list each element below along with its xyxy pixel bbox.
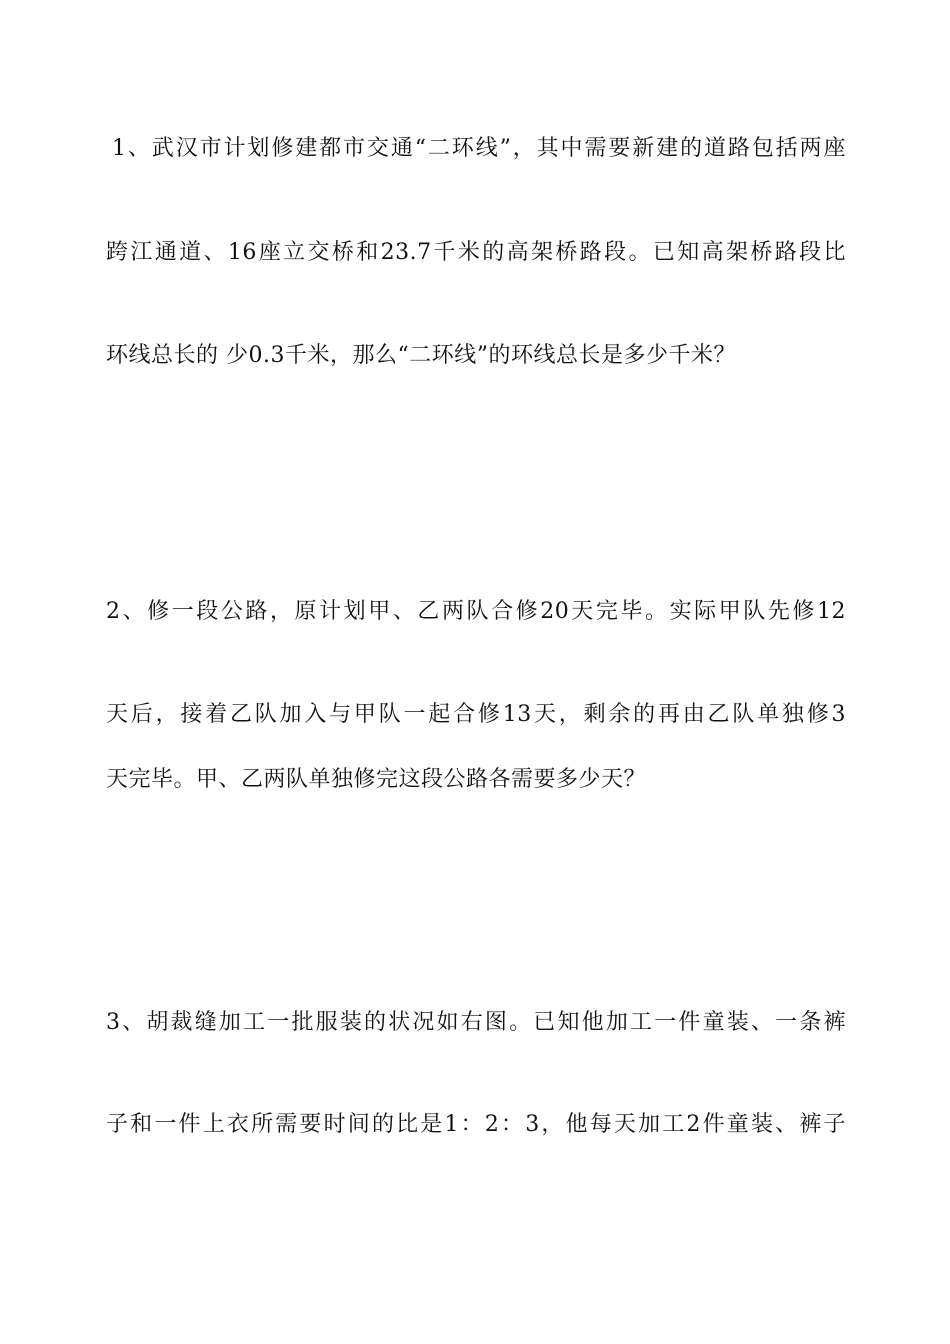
question-3-line-2: 子和一件上衣所需要时间的比是1：2：3，他每天加工2件童装、裤子: [106, 1112, 846, 1137]
question-3-line-1: 3、胡裁缝加工一批服装的状况如右图。已知他加工一件童装、一条裤: [106, 1010, 846, 1035]
question-1-line-1: 1、武汉市计划修建都市交通“二环线”，其中需要新建的道路包括两座: [112, 136, 846, 161]
question-2-line-1: 2、修一段公路，原计划甲、乙两队合修20天完毕。实际甲队先修12: [106, 599, 846, 624]
question-1-line-2: 跨江通道、16座立交桥和23.7千米的高架桥路段。已知高架桥路段比: [106, 240, 846, 265]
question-2-line-3: 天完毕。甲、乙两队单独修完这段公路各需要多少天？: [106, 767, 647, 792]
question-2-line-2: 天后，接着乙队加入与甲队一起合修13天，剩余的再由乙队单独修3: [106, 702, 846, 727]
question-1-line-3: 环线总长的 少0.3千米，那么“二环线”的环线总长是多少千米？: [106, 343, 736, 368]
